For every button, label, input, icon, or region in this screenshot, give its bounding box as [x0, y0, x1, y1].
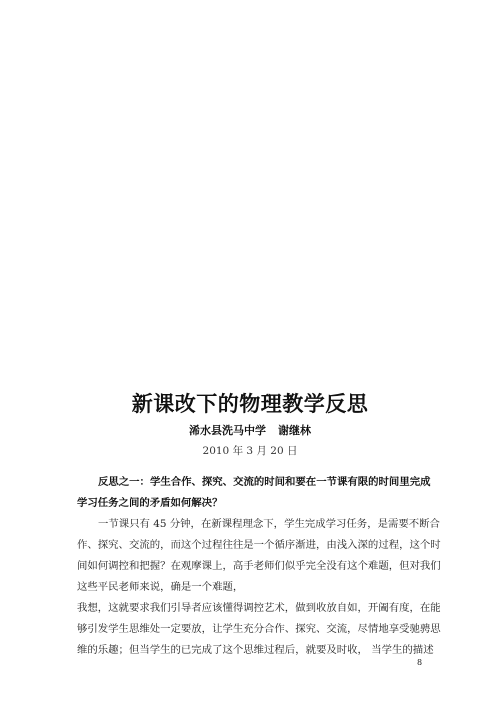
- section-heading-line: 反思之一：学生合作、探究、交流的时间和要在一节课有限的时间里完成: [98, 476, 431, 488]
- body-line: 一节课只有 45 分钟，在新课程理念下，学生完成学习任务，是需要不断合: [98, 518, 440, 530]
- body-line: 维的乐趣；但当学生的已完成了这个思维过程后，就要及时收， 当学生的描述: [77, 644, 434, 656]
- section-heading-line: 学习任务之间的矛盾如何解决？: [77, 497, 223, 509]
- document-date: 2010 年 3 月 20 日: [202, 445, 298, 457]
- body-line: 间如何调控和把握？在观摩课上，高手老师们似乎完全没有这个难题，但对我们: [77, 560, 441, 572]
- author-line: [0, 422, 500, 438]
- body-line: 这些平民老师来说，确是一个难题，: [77, 581, 244, 593]
- author-name: 谢继林: [278, 424, 311, 437]
- body-paragraph: [77, 514, 441, 661]
- body-line: 我想，这就要求我们引导者应该懂得调控艺术，做到收放自如，开阖有度，在能: [77, 602, 441, 614]
- body-line: 作、探究、交流的，而这个过程往往是一个循序渐进，由浅入深的过程，这个时: [77, 539, 441, 551]
- author-school: 浠水县洗马中学: [189, 424, 266, 437]
- body-line: 够引发学生思维处一定要放，让学生充分合作、探究、交流，尽情地享受驰骋思: [77, 623, 441, 635]
- section-heading: [77, 472, 429, 514]
- document-title: 新课改下的物理教学反思: [131, 392, 369, 416]
- page-number: 8: [417, 658, 423, 667]
